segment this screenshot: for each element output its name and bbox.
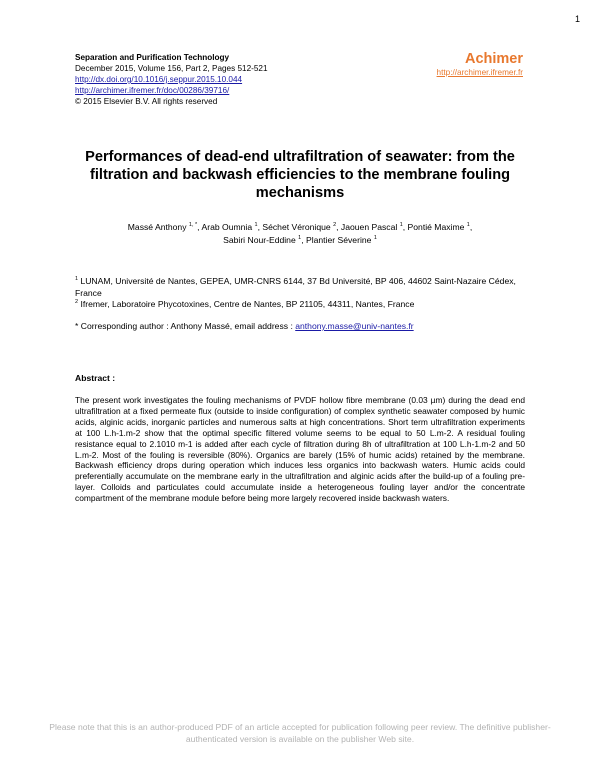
affiliation-number: 2 [75,299,79,305]
affiliation-text: LUNAM, Université de Nantes, GEPEA, UMR-CNRS 6144, 37 Bd Université, BP 406, 44602 Saint-Nazaire Cédex, France [75,276,516,298]
achimer-link[interactable]: http://archimer.ifremer.fr [436,68,523,77]
author-name: Plantier Séverine [305,235,372,245]
doi-link[interactable]: http://dx.doi.org/10.1016/j.seppur.2015.10.044 [75,75,243,84]
author-name: Massé Anthony [127,222,187,232]
affiliation-text: Ifremer, Laboratoire Phycotoxines, Centre de Nantes, BP 21105, 44311, Nantes, France [78,299,415,309]
author: Arab Oumnia $^1$, [201,222,263,232]
author: Massé Anthony $^{1, *}$, [127,222,202,232]
author-affiliation-mark: 1 [373,235,377,241]
affiliation [75,299,525,311]
author-name: Arab Oumnia [201,222,253,232]
author-affiliation-mark: 1, * [188,222,198,228]
affiliation [75,276,525,299]
achimer-brand: Achimer [464,51,523,67]
abstract-text: The present work investigates the fouling mechanisms of PVDF hollow fibre membrane (0.03 µm) during the dead end ultrafiltration at a fixed permeate flux (outside to inside configuration) of complex synthetic seawater composed by humic acids, alginic acids, inorganic particles and numerous salts at high concentrations. Short term ultrafiltration experiments at 100 L.h-1.m-2 show that the optimal specific filtered volume seems to be equal to 50 L.m-2. A residual fouling resistance equal to 2.1010 m-1 is added after each cycle of filtration during 8h of ultrafiltration at 100 L.h-1.m-2 and 50 L.m-2. Most of the fouling is reversible (80%). Organics are barely (15% of humic acids) retained by the membrane. Backwash efficiency drops during operation which induces less organics into backwash waters. Humic acids could preferentially accumulate on the membrane early in the ultrafiltration and alginic acids after the build-up of a fouling pre-layer. Colloids and particulates could accumulate inside a heterogeneous fouling layer and/or the concentrate compartment of the membrane module before being more largely recovered inside backwash waters. [75,395,525,504]
archive-link[interactable]: http://archimer.ifremer.fr/doc/00286/39716/ [75,86,230,95]
achimer-logo [437,51,523,78]
author-affiliation-mark: 1 [254,222,258,228]
author-name: Jaouen Pascal [340,222,398,232]
journal-info [75,52,268,107]
email-link[interactable]: anthony.masse@univ-nantes.fr [295,321,414,331]
paper-title: Performances of dead-end ultrafiltration of seawater: from the filtration and backwash efficiencies to the membrane fouling mechanisms [85,149,515,201]
affiliation-number: 1 [75,276,79,282]
page-number: 1 [574,14,580,24]
author: Pontié Maxime $^1$, [407,222,473,232]
author-list [70,221,530,247]
copyright: © 2015 Elsevier B.V. All rights reserved [75,97,218,106]
author-affiliation-mark: 2 [333,222,337,228]
corresponding-label: * Corresponding author : Anthony Massé, email address : [75,321,296,331]
author-affiliation-mark: 1 [399,222,403,228]
author-name: Sabiri Nour-Eddine [223,235,296,245]
journal-name: Separation and Purification Technology [75,53,230,62]
journal-issue: December 2015, Volume 156, Part 2, Pages 512-521 [75,64,268,73]
corresponding-author [75,321,414,331]
author-affiliation-mark: 1 [298,235,302,241]
author-affiliation-mark: 1 [466,222,470,228]
author-name: Séchet Véronique [262,222,331,232]
author: Jaouen Pascal $^1$, [340,222,408,232]
author-name: Pontié Maxime [407,222,465,232]
author [306,235,377,245]
affiliations [75,276,525,311]
abstract-heading: Abstract : [75,373,116,383]
author: Séchet Véronique $^2$, [262,222,341,232]
footer-note: Please note that this is an author-produced PDF of an article accepted for publication following peer review. The definitive publisher-authenticated version is available on the publisher Web site. [49,722,551,744]
author: Sabiri Nour-Eddine $^1$, [223,235,306,245]
